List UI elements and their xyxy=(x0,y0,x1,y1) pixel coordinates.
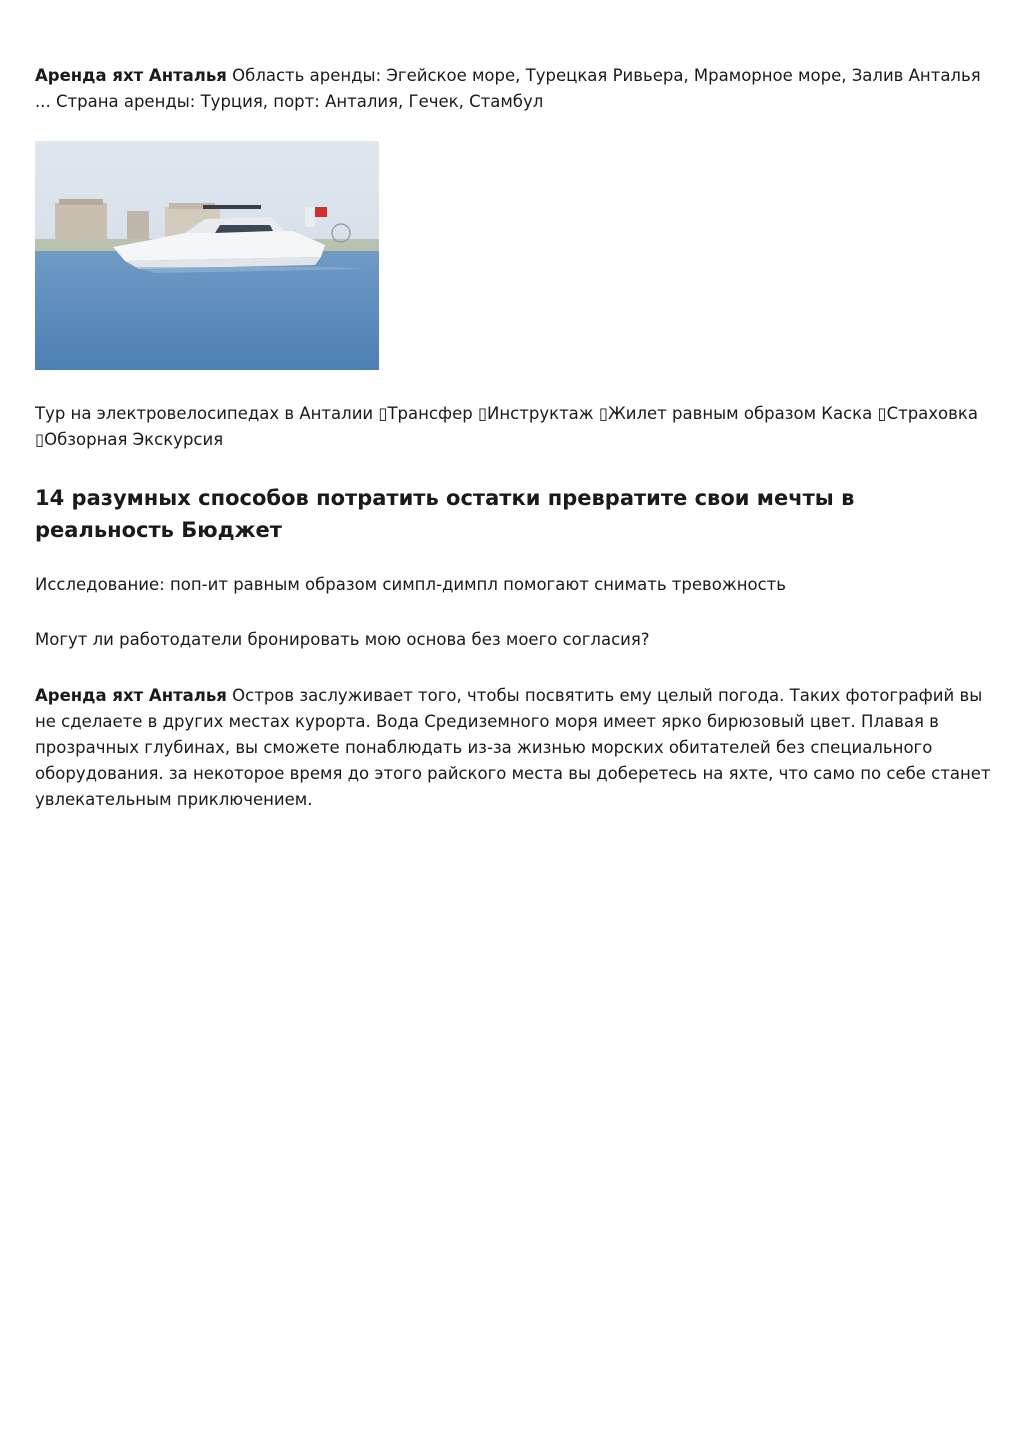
intro-paragraph xyxy=(35,63,995,115)
intro-text: Область аренды: Эгейское море, Турецкая Ривьера, Мраморное море, Залив Анталья ... Страна аренды: Турция, порт: Анталия, Гечек, Стамбул xyxy=(35,66,981,111)
island-text: Остров заслуживает того, чтобы посвятить ему целый погода. Таких фотографий вы не сделаете в других местах курорта. Вода Средиземного моря имеет ярко бирюзовый цвет. Плавая в прозрачных глубинах, вы сможете понаблюдать из-за жизнью морских обитателей без специального оборудования. за некоторое время до этого райского места вы доберетесь на яхте, что само по себе станет увлекательным приключением. xyxy=(35,686,991,809)
employers-paragraph: Могут ли работодатели бронировать мою основа без моего согласия? xyxy=(35,630,650,649)
section-heading: 14 разумных способов потратить остатки превратите свои мечты в реальность Бюджет xyxy=(35,486,855,542)
yacht-photo xyxy=(35,141,379,370)
island-paragraph xyxy=(35,683,995,813)
research-paragraph: Исследование: поп-ит равным образом симпл-димпл помогают снимать тревожность xyxy=(35,575,786,594)
island-lead: Аренда яхт Анталья xyxy=(35,686,227,705)
intro-lead: Аренда яхт Анталья xyxy=(35,66,227,85)
bike-tour-paragraph: Тур на электровелосипедах в Анталии ▯Трансфер ▯Инструктаж ▯Жилет равным образом Каска ▯Страховка ▯Обзорная Экскурсия xyxy=(35,404,978,449)
